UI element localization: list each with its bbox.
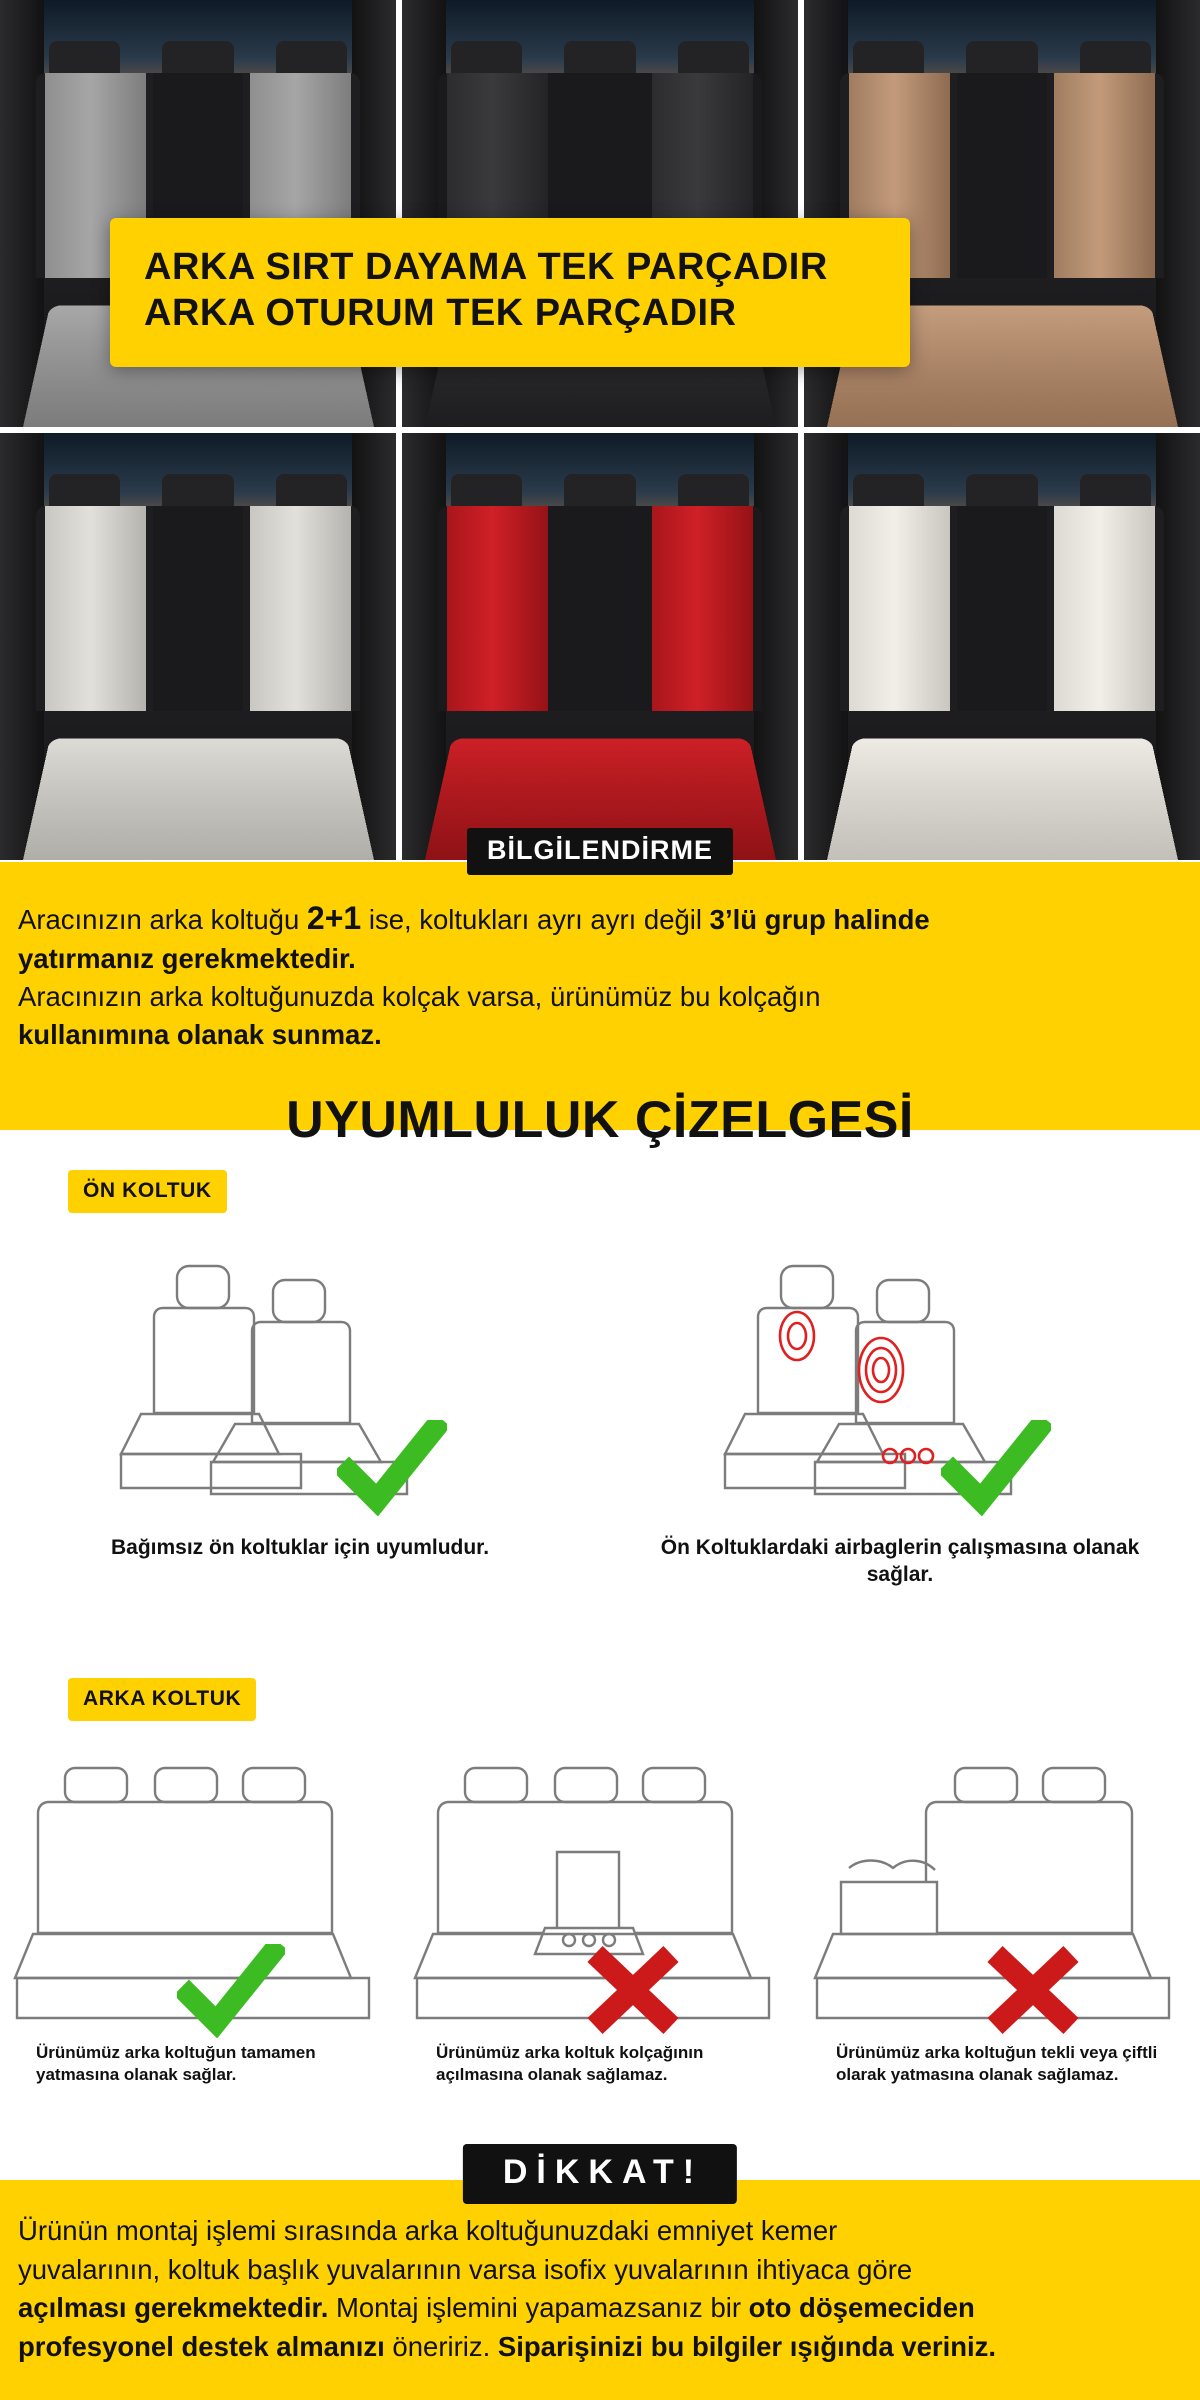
seat-cushion	[827, 738, 1178, 860]
headline-line-1: ARKA SIRT DAYAMA TEK PARÇADIR	[144, 246, 828, 288]
rear-bench-line-art	[5, 1740, 395, 2040]
seat-panel-left	[447, 506, 548, 712]
headline-callout	[110, 218, 910, 367]
diagram-front-airbag-seats	[600, 1228, 1200, 1648]
info-line-1-part-c: ise, koltukları ayrı ayrı değil	[361, 904, 710, 935]
front-caption-2: Ön Koltuklardaki airbaglerin çalışmasına olanak sağlar.	[660, 1536, 1140, 1587]
rear-bench-split-line-art	[805, 1740, 1195, 2040]
diagram-rear-armrest	[400, 1740, 800, 2180]
warning-line-1: Ürünün montaj işlemi sırasında arka koltuğunuzdaki emniyet kemer	[18, 2215, 838, 2246]
info-line-3: Aracınızın arka koltuğunuzda kolçak varsa, ürünümüz bu kolçağın	[18, 981, 821, 1013]
backrest	[840, 506, 1165, 712]
seat-panel-middle	[957, 73, 1048, 279]
warning-text	[18, 2212, 1182, 2366]
check-mark-icon	[177, 1944, 285, 2038]
headline-line-2: ARKA OTURUM TEK PARÇADIR	[144, 292, 737, 335]
rear-bench	[840, 506, 1165, 860]
warning-line-4	[18, 2328, 1182, 2367]
rear-caption-2: Ürünümüz arka koltuk kolçağının açılmasına olanak sağlamaz.	[436, 2043, 704, 2085]
seat-panel-right	[1054, 506, 1155, 712]
cross-mark-icon	[981, 1940, 1085, 2040]
rear-caption-3: Ürünümüz arka koltuğun tekli veya çiftli olarak yatmasına olanak sağlamaz.	[836, 2043, 1158, 2085]
warning-line-2: yuvalarının, koltuk başlık yuvalarının varsa isofix yuvalarının ihtiyaca göre	[18, 2253, 913, 2285]
seat-panel-middle	[555, 506, 646, 712]
rear-bench-armrest-line-art	[405, 1740, 795, 2040]
rear-caption-1: Ürünümüz arka koltuğun tamamen yatmasına olanak sağlar.	[36, 2043, 316, 2085]
info-line-1-part-a: Aracınızın arka koltuğu	[18, 904, 307, 935]
diagram-rear-split-fold	[800, 1740, 1200, 2180]
backrest	[36, 506, 361, 712]
info-chip-label: BİLGİLENDİRME	[467, 828, 733, 875]
check-mark-icon	[337, 1420, 447, 1516]
photo-rear-seat-red	[402, 433, 798, 860]
compatibility-title: UYUMLULUK ÇİZELGESİ	[286, 1091, 914, 1149]
front-seat-diagram-row	[0, 1228, 1200, 1648]
rear-bench	[36, 506, 361, 860]
warning-chip-label: DİKKAT!	[463, 2144, 737, 2204]
rear-bench	[438, 506, 763, 860]
product-photo-grid	[0, 0, 1200, 860]
seat-panel-right	[250, 506, 351, 712]
info-line-1-highlight: 2+1	[306, 900, 362, 936]
warning-line-3-bold: açılması gerekmektedir.	[18, 2292, 329, 2323]
warning-band	[0, 2153, 1200, 2400]
info-line-1	[18, 896, 1182, 940]
warning-line-3-text: Montaj işlemini yapamazsanız bir	[328, 2292, 749, 2323]
info-line-2-text: yatırmanız gerekmektedir.	[18, 943, 356, 975]
diagram-front-independent-seats	[0, 1228, 600, 1648]
info-text	[18, 896, 1182, 1054]
warning-line-4-bold: profesyonel destek almanızı	[18, 2330, 385, 2362]
seat-panel-middle	[957, 506, 1048, 712]
front-seats-line-art	[85, 1228, 515, 1528]
front-airbag-line-art	[685, 1228, 1115, 1528]
seat-panel-right	[652, 506, 753, 712]
info-line-1-bold: 3’lü grup halinde	[709, 904, 930, 935]
backrest	[438, 506, 763, 712]
info-line-4	[18, 1016, 1182, 1054]
seat-panel-middle	[153, 506, 244, 712]
rear-seat-diagram-row	[0, 1740, 1200, 2180]
warning-line-3	[18, 2289, 1182, 2328]
seat-panel-left	[45, 506, 146, 712]
check-mark-icon	[941, 1420, 1051, 1516]
info-line-4-text: kullanımına olanak sunmaz.	[18, 1019, 382, 1051]
seat-cushion	[23, 738, 374, 860]
front-caption-1: Bağımsız ön koltuklar için uyumludur.	[110, 1536, 490, 1559]
warning-line-3-bold-2: oto döşemeciden	[748, 2292, 975, 2323]
warning-line-4-text: öneririz.	[384, 2330, 498, 2362]
warning-line-4-bold-2: Siparişinizi bu bilgiler ışığında veriniz.	[497, 2330, 997, 2362]
cross-mark-icon	[581, 1940, 685, 2040]
section-chip-rear-seat: ARKA KOLTUK	[68, 1678, 256, 1721]
section-chip-front-seat: ÖN KOLTUK	[68, 1170, 227, 1213]
diagram-rear-full-fold	[0, 1740, 400, 2180]
seat-panel-left	[849, 506, 950, 712]
photo-rear-seat-cream	[804, 433, 1200, 860]
photo-rear-seat-light-gray	[0, 433, 396, 860]
info-line-2	[18, 940, 1182, 978]
seat-panel-right	[1054, 73, 1155, 279]
